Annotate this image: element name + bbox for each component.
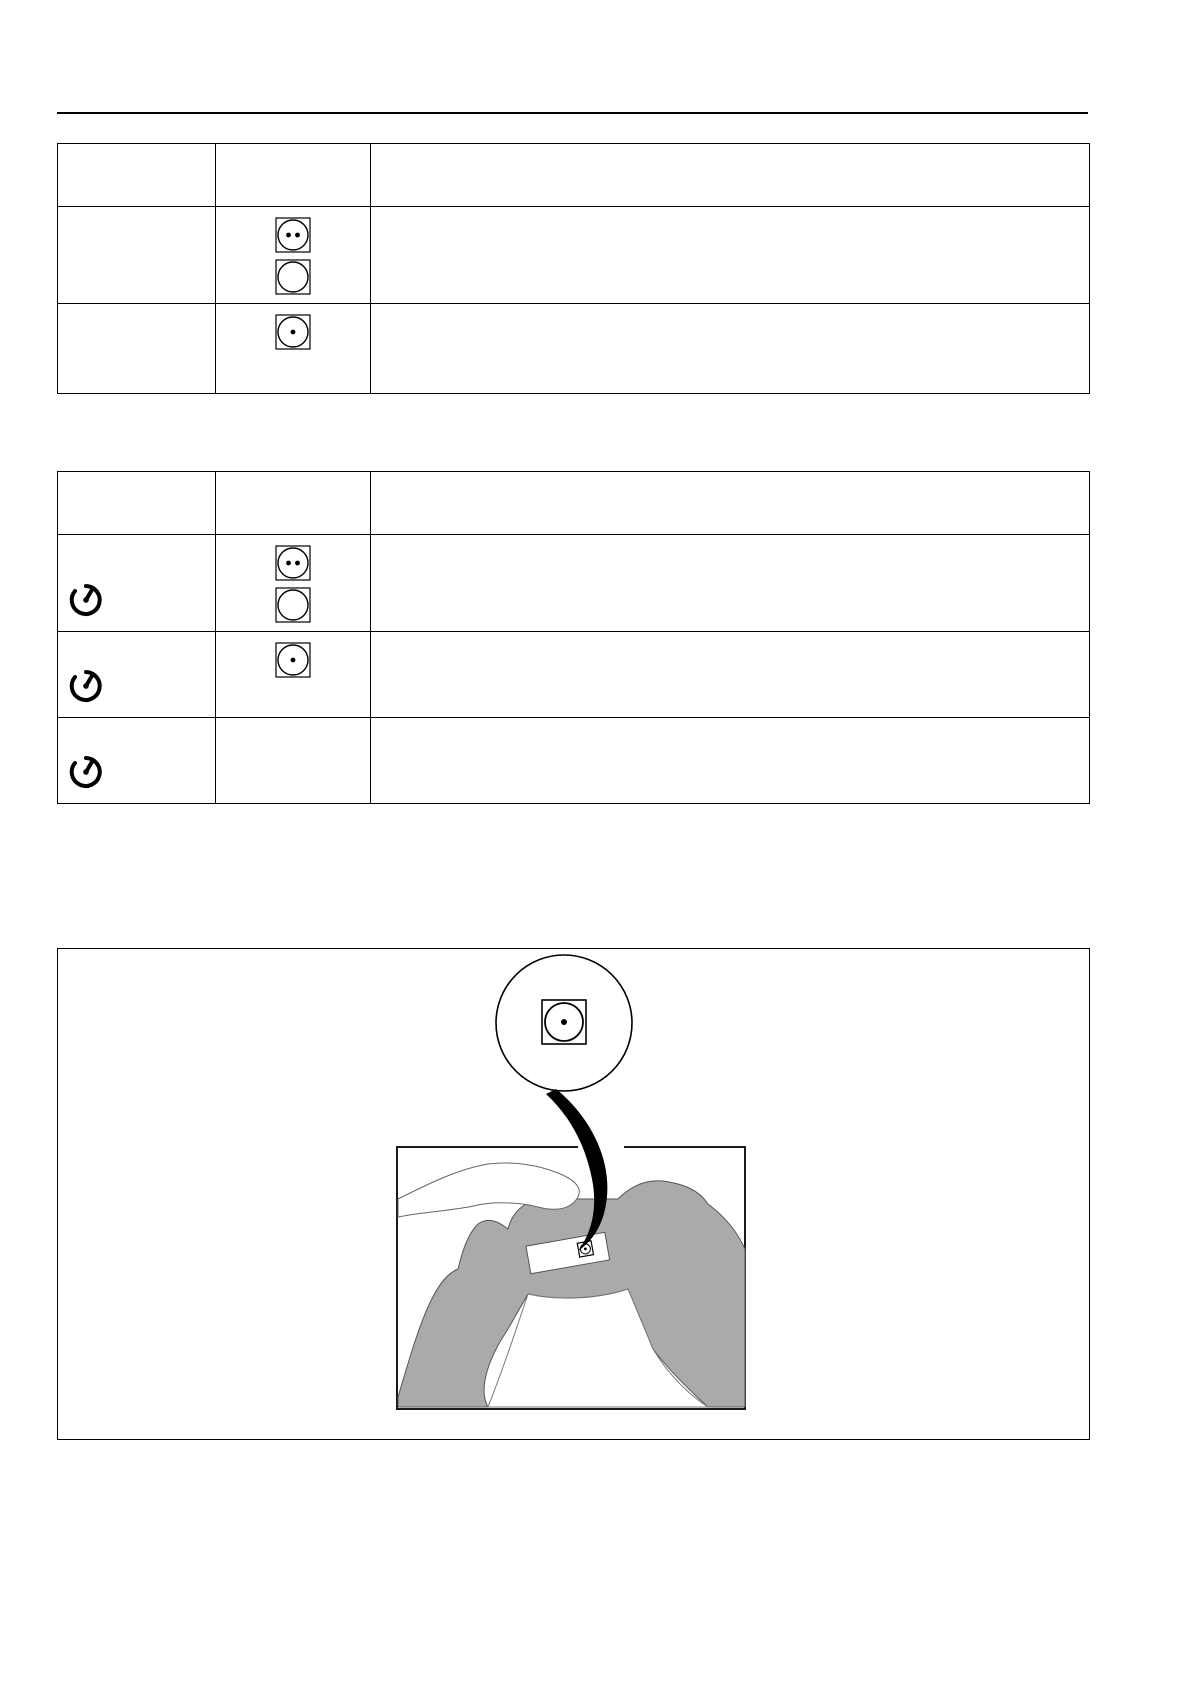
timer-icon <box>66 580 106 620</box>
description-cell <box>371 207 1090 304</box>
tumble-dry-low-heat-icon <box>275 642 311 678</box>
header-cell-1 <box>58 144 216 207</box>
timer-icon <box>66 752 106 792</box>
header-cell-3 <box>371 144 1090 207</box>
symbol-cell <box>216 632 371 718</box>
symbol-cell <box>216 207 371 304</box>
row-label-cell <box>58 718 216 804</box>
table-row <box>58 718 1090 804</box>
description-cell <box>371 718 1090 804</box>
table-row <box>58 632 1090 718</box>
care-label-figure <box>57 948 1090 1440</box>
tumble-dry-icon <box>275 259 311 295</box>
timer-icon <box>66 666 106 706</box>
drying-table-2 <box>57 471 1090 804</box>
description-cell <box>371 304 1090 394</box>
header-cell-3 <box>371 472 1090 535</box>
drying-table-1 <box>57 143 1090 394</box>
symbol-cell <box>216 718 371 804</box>
header-cell-2 <box>216 144 371 207</box>
symbol-cell <box>216 304 371 394</box>
header-rule <box>57 112 1088 114</box>
symbol-cell <box>216 535 371 632</box>
row-label-cell <box>58 632 216 718</box>
row-label-cell <box>58 535 216 632</box>
tumble-dry-low-heat-icon <box>275 314 311 350</box>
table-row <box>58 304 1090 394</box>
row-label-cell <box>58 304 216 394</box>
table-header-row <box>58 472 1090 535</box>
description-cell <box>371 535 1090 632</box>
table-header-row <box>58 144 1090 207</box>
tumble-dry-icon <box>275 587 311 623</box>
header-cell-1 <box>58 472 216 535</box>
header-cell-2 <box>216 472 371 535</box>
tumble-dry-normal-heat-icon <box>275 217 311 253</box>
row-label-cell <box>58 207 216 304</box>
table-row <box>58 535 1090 632</box>
tumble-dry-normal-heat-icon <box>275 545 311 581</box>
garment-care-label-illustration <box>58 949 1089 1439</box>
table-row <box>58 207 1090 304</box>
description-cell <box>371 632 1090 718</box>
